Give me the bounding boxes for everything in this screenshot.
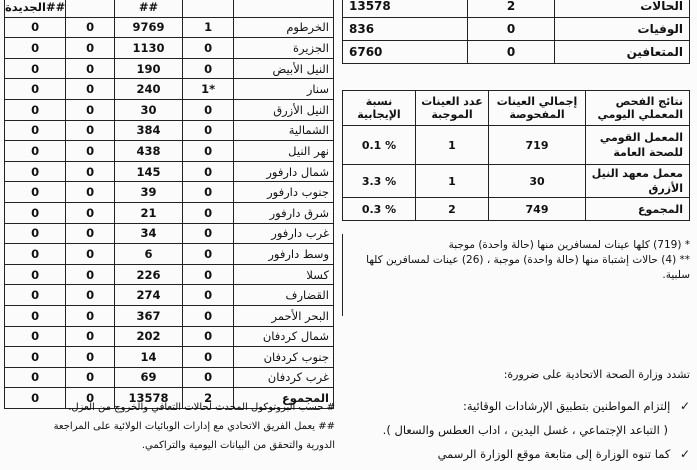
lab-positive: 1: [416, 126, 489, 165]
col-a-cell: 0: [66, 244, 115, 265]
lab-header-name: نتائج الفحص المعملي اليومي: [586, 91, 690, 126]
cumulative-cell: 202: [114, 326, 182, 347]
lab-percent: 0.3 %: [343, 198, 416, 221]
state-name: الخرطوم: [234, 17, 334, 38]
cumulative-cell: 69: [114, 367, 182, 388]
lab-total: 749: [489, 198, 586, 221]
col-a-cell: 0: [66, 120, 115, 141]
cumulative-cell: 13578: [114, 388, 182, 409]
cumulative-cell: 9769: [114, 17, 182, 38]
col-a-cell: 0: [66, 99, 115, 120]
col-a-cell: 0: [66, 79, 115, 100]
lab-footnote-2: ** (4) حالات إشتباة منها (حالة واحدة) موجبة ، (26) عينات لمسافرين كلها سلبية.: [366, 254, 690, 281]
lab-positive: 2: [416, 198, 489, 221]
summary-row-deaths: [343, 18, 690, 41]
advisory-text: كما تنوه الوزارة إلى متابعة موقع الوزارة الرسمي: [437, 447, 671, 461]
lab-footnotes: [342, 234, 690, 316]
daily-cell: 0: [183, 223, 234, 244]
daily-cell: 2: [183, 388, 234, 409]
summary-row-cases: [343, 0, 690, 18]
header-c: [183, 0, 234, 17]
daily-cell: 0: [183, 161, 234, 182]
lab-percent: 0.1 %: [343, 126, 416, 165]
state-row: [5, 264, 334, 285]
new-cases-cell: 0: [5, 202, 66, 223]
new-cases-cell: 0: [5, 367, 66, 388]
advisory-text: إلتزام المواطنين بتطبيق الإرشادات الوقائية:: [462, 399, 671, 413]
new-cases-cell: 0: [5, 38, 66, 59]
summary-table: [342, 0, 690, 64]
states-table: [4, 0, 334, 409]
col-a-cell: 0: [66, 305, 115, 326]
col-a-cell: 0: [66, 58, 115, 79]
state-name: البحر الأحمر: [234, 305, 334, 326]
state-row: [5, 58, 334, 79]
daily-cell: 0: [183, 244, 234, 265]
cumulative-cell: 226: [114, 264, 182, 285]
state-row: [5, 285, 334, 306]
states-table-body: [5, 0, 334, 408]
left-footnotes: [10, 398, 335, 455]
lab-header-percent: نسبة الإيجابية: [343, 91, 416, 126]
new-cases-cell: 0: [5, 79, 66, 100]
lab-row: [343, 165, 690, 198]
daily-cell: 0: [183, 99, 234, 120]
daily-cell: 0: [183, 347, 234, 368]
state-name: المجموع: [234, 388, 334, 409]
lab-row-total: [343, 198, 690, 221]
col-a-cell: 0: [66, 223, 115, 244]
daily-cell: 0: [183, 202, 234, 223]
summary-value: 13578: [343, 0, 468, 18]
cumulative-cell: 274: [114, 285, 182, 306]
new-cases-cell: 0: [5, 17, 66, 38]
state-name: جنوب كردفان: [234, 347, 334, 368]
new-cases-cell: 0: [5, 141, 66, 162]
new-cases-cell: 0: [5, 120, 66, 141]
lab-name: المعمل القومي للصحة العامة: [586, 126, 690, 165]
state-name: غرب كردفان: [234, 367, 334, 388]
col-a-cell: 0: [66, 202, 115, 223]
ministry-title: تشدد وزارة الصحة الاتحادية على ضرورة:: [503, 368, 690, 381]
ministry-advisory: [352, 394, 690, 466]
cumulative-cell: 1130: [114, 38, 182, 59]
summary-label: الحالات: [555, 0, 690, 18]
lab-total: 719: [489, 126, 586, 165]
cumulative-cell: 384: [114, 120, 182, 141]
cumulative-cell: 6: [114, 244, 182, 265]
summary-row-recovered: [343, 41, 690, 64]
state-name: الشمالية: [234, 120, 334, 141]
new-cases-cell: 0: [5, 244, 66, 265]
state-row: [5, 326, 334, 347]
col-a-cell: 0: [66, 141, 115, 162]
daily-cell: 0: [183, 285, 234, 306]
summary-count: 0: [468, 18, 555, 41]
daily-cell: 1: [183, 17, 234, 38]
state-row: [5, 79, 334, 100]
daily-cell: 0: [183, 367, 234, 388]
col-a-cell: 0: [66, 388, 115, 409]
col-a-cell: 0: [66, 326, 115, 347]
state-name: النيل الأبيض: [234, 58, 334, 79]
state-name: شمال دارفور: [234, 161, 334, 182]
new-cases-cell: 0: [5, 305, 66, 326]
lab-row: [343, 126, 690, 165]
lab-total: 30: [489, 165, 586, 198]
header-state: [234, 0, 334, 17]
summary-count: 2: [468, 0, 555, 18]
summary-value: 6760: [343, 41, 468, 64]
footnote-1: # حسب البروتوكول المحدث لحالات التعافي والخروج من العزل.: [68, 402, 335, 413]
state-name: وسط دارفور: [234, 244, 334, 265]
lab-header-total: إجمالي العينات المفحوصة: [489, 91, 586, 126]
state-row: [5, 202, 334, 223]
cumulative-cell: 367: [114, 305, 182, 326]
new-cases-cell: 0: [5, 388, 66, 409]
state-row: [5, 99, 334, 120]
header-new: الجديدة##: [5, 0, 66, 17]
lab-name: معمل معهد النيل الأزرق: [586, 165, 690, 198]
lab-percent: 3.3 %: [343, 165, 416, 198]
header-a: [66, 0, 115, 17]
lab-header-positive: عدد العينات الموجبة: [416, 91, 489, 126]
state-row: [5, 120, 334, 141]
lab-results-table: [342, 90, 690, 221]
state-name: شمال كردفان: [234, 326, 334, 347]
new-cases-cell: 0: [5, 285, 66, 306]
cumulative-cell: 14: [114, 347, 182, 368]
advisory-item: [352, 442, 690, 466]
daily-cell: 0: [183, 182, 234, 203]
daily-cell: 0: [183, 264, 234, 285]
daily-cell: 0: [183, 58, 234, 79]
col-a-cell: 0: [66, 347, 115, 368]
col-a-cell: 0: [66, 264, 115, 285]
cumulative-cell: 21: [114, 202, 182, 223]
daily-cell: 0: [183, 305, 234, 326]
summary-count: 0: [468, 41, 555, 64]
summary-label: الوفيات: [555, 18, 690, 41]
cumulative-cell: 34: [114, 223, 182, 244]
state-row: [5, 38, 334, 59]
header-b: ##: [114, 0, 182, 17]
state-name: القضارف: [234, 285, 334, 306]
new-cases-cell: 0: [5, 58, 66, 79]
daily-cell: 0: [183, 326, 234, 347]
footnote-2: ## يعمل الفريق الاتحادي مع إدارات الوبائيات الولائية على المراجعة: [53, 421, 335, 432]
footnote-3: الدورية والتحقق من البيانات اليومية والتراكمي.: [141, 440, 335, 451]
state-row: [5, 347, 334, 368]
lab-positive: 1: [416, 165, 489, 198]
daily-cell: 0: [183, 120, 234, 141]
state-name: جنوب دارفور: [234, 182, 334, 203]
state-name: سنار: [234, 79, 334, 100]
lab-footnote-1: * (719) كلها عينات لمسافرين منها (حالة واحدة) موجبة: [448, 239, 690, 251]
cumulative-cell: 438: [114, 141, 182, 162]
cumulative-cell: 145: [114, 161, 182, 182]
state-row: [5, 223, 334, 244]
col-a-cell: 0: [66, 182, 115, 203]
advisory-subitem: ( التباعد الإجتماعي ، غسل اليدين ، اداب العطس والسعال ).: [382, 423, 668, 437]
lab-header-row: [343, 91, 690, 126]
summary-value: 836: [343, 18, 468, 41]
new-cases-cell: 0: [5, 182, 66, 203]
daily-cell: 1*: [183, 79, 234, 100]
new-cases-cell: 0: [5, 264, 66, 285]
advisory-item: [352, 394, 690, 418]
new-cases-cell: 0: [5, 347, 66, 368]
states-header-row: [5, 0, 334, 17]
state-row: [5, 141, 334, 162]
lab-name: المجموع: [586, 198, 690, 221]
state-row: [5, 244, 334, 265]
cumulative-cell: 39: [114, 182, 182, 203]
cumulative-cell: 30: [114, 99, 182, 120]
checkmark-icon: ✓: [679, 447, 690, 461]
state-name: غرب دارفور: [234, 223, 334, 244]
daily-cell: 0: [183, 141, 234, 162]
col-a-cell: 0: [66, 38, 115, 59]
cumulative-cell: 240: [114, 79, 182, 100]
col-a-cell: 0: [66, 285, 115, 306]
col-a-cell: 0: [66, 367, 115, 388]
state-name: الجزيرة: [234, 38, 334, 59]
cumulative-cell: 190: [114, 58, 182, 79]
new-cases-cell: 0: [5, 99, 66, 120]
summary-label: المتعافين: [555, 41, 690, 64]
state-name: النيل الأزرق: [234, 99, 334, 120]
state-row: [5, 367, 334, 388]
state-row: [5, 17, 334, 38]
checkmark-icon: ✓: [679, 399, 690, 413]
state-row: [5, 161, 334, 182]
daily-cell: 0: [183, 38, 234, 59]
state-name: كسلا: [234, 264, 334, 285]
col-a-cell: 0: [66, 161, 115, 182]
new-cases-cell: 0: [5, 161, 66, 182]
state-name: نهر النيل: [234, 141, 334, 162]
state-row: [5, 305, 334, 326]
new-cases-cell: 0: [5, 326, 66, 347]
new-cases-cell: 0: [5, 223, 66, 244]
state-row: [5, 182, 334, 203]
col-a-cell: 0: [66, 17, 115, 38]
state-name: شرق دارفور: [234, 202, 334, 223]
